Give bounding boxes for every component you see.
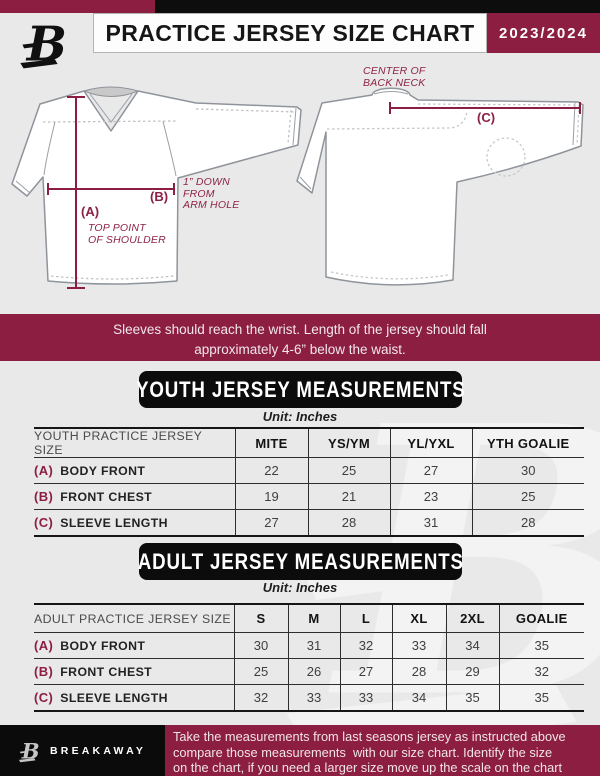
footer-instruction-line: on the chart, if you need a larger size move up the scale on the chart (173, 760, 563, 776)
table-row (34, 484, 584, 510)
measurement-value: 33 (288, 685, 340, 712)
measurement-value: 19 (235, 484, 308, 510)
column-header: YL/YXL (390, 428, 472, 458)
column-header: YS/YM (308, 428, 390, 458)
jersey-diagram (0, 70, 600, 316)
column-header: XL (392, 604, 446, 633)
page-title: PRACTICE JERSEY SIZE CHART (93, 13, 487, 53)
measurement-value: 31 (288, 633, 340, 659)
footer-instruction-line: Take the measurements from last seasons jersey as instructed above (173, 729, 566, 744)
table-row (34, 685, 584, 712)
row-label: BODY FRONT (60, 639, 146, 653)
measurement-value: 30 (234, 633, 288, 659)
row-label: SLEEVE LENGTH (60, 516, 168, 530)
measurement-value: 22 (235, 458, 308, 484)
adult-unit-label: Unit: Inches (262, 580, 338, 595)
measure-key-b: (B) (150, 189, 169, 204)
measurement-value: 34 (392, 685, 446, 712)
measure-desc-b: 1” DOWN FROM ARM HOLE (183, 176, 240, 211)
measurement-value: 26 (288, 659, 340, 685)
table-row (34, 510, 584, 537)
breakaway-logo (16, 14, 70, 72)
measurement-value: 31 (390, 510, 472, 537)
column-header: L (340, 604, 392, 633)
brand-name: BREAKAWAY (50, 744, 147, 757)
measurement-value: 35 (499, 685, 584, 712)
measure-key-a: (A) (81, 204, 100, 219)
measure-desc-c: CENTER OF BACK NECK (363, 65, 426, 89)
top-strip-black (155, 0, 600, 13)
measurement-value: 35 (446, 685, 499, 712)
measurement-value: 33 (392, 633, 446, 659)
measurement-value: 30 (472, 458, 584, 484)
column-header: S (234, 604, 288, 633)
table-row (34, 659, 584, 685)
measurement-value: 27 (390, 458, 472, 484)
table-row (34, 458, 584, 484)
measure-key-c: (C) (477, 110, 496, 125)
row-label: SLEEVE LENGTH (60, 691, 168, 705)
row-key: (A) (34, 638, 54, 653)
season-badge: 2023/2024 (487, 13, 600, 53)
row-label: FRONT CHEST (60, 665, 153, 679)
adult-header-row (34, 604, 584, 633)
column-header: YTH GOALIE (472, 428, 584, 458)
fit-note-banner (0, 314, 600, 361)
footer-instruction-line: compare those measurements with our size chart. Identify the size (173, 744, 553, 760)
breakaway-logo-small (17, 738, 41, 764)
adult-size-header: ADULT PRACTICE JERSEY SIZE (34, 604, 234, 633)
measurement-value: 28 (308, 510, 390, 537)
column-header: MITE (235, 428, 308, 458)
fit-note-line: Sleeves should reach the wrist. Length of the jersey should fall (113, 322, 487, 337)
measurement-value: 25 (308, 458, 390, 484)
measure-desc-a: TOP POINT OF SHOULDER (88, 222, 166, 246)
measurement-value: 25 (234, 659, 288, 685)
row-label: BODY FRONT (60, 464, 146, 478)
column-header: 2XL (446, 604, 499, 633)
footer-instructions (165, 725, 600, 776)
youth-size-table (34, 427, 584, 537)
measurement-value: 32 (499, 659, 584, 685)
measurement-value: 28 (472, 510, 584, 537)
row-key: (C) (34, 515, 54, 530)
youth-unit-label: Unit: Inches (262, 409, 338, 424)
youth-section-heading: YOUTH JERSEY MEASUREMENTS (139, 371, 462, 408)
measurement-value: 28 (392, 659, 446, 685)
measurement-value: 23 (390, 484, 472, 510)
adult-section-heading: ADULT JERSEY MEASUREMENTS (139, 543, 462, 580)
measurement-value: 27 (235, 510, 308, 537)
measurement-value: 27 (340, 659, 392, 685)
column-header: M (288, 604, 340, 633)
measurement-value: 21 (308, 484, 390, 510)
measurement-value: 25 (472, 484, 584, 510)
table-row (34, 633, 584, 659)
footer-brand-block (0, 725, 165, 776)
adult-size-table (34, 603, 584, 712)
youth-header-row (34, 428, 584, 458)
row-key: (B) (34, 489, 54, 504)
measurement-value: 29 (446, 659, 499, 685)
measurement-value: 32 (340, 633, 392, 659)
column-header: GOALIE (499, 604, 584, 633)
measurement-value: 33 (340, 685, 392, 712)
row-label: FRONT CHEST (60, 490, 153, 504)
row-key: (C) (34, 690, 54, 705)
youth-size-header: YOUTH PRACTICE JERSEY SIZE (34, 428, 235, 458)
fit-note-line: approximately 4-6” below the waist. (194, 341, 406, 357)
measurement-value: 34 (446, 633, 499, 659)
top-strip-maroon (0, 0, 155, 13)
row-key: (A) (34, 463, 54, 478)
measurement-value: 35 (499, 633, 584, 659)
row-key: (B) (34, 664, 54, 679)
measurement-value: 32 (234, 685, 288, 712)
